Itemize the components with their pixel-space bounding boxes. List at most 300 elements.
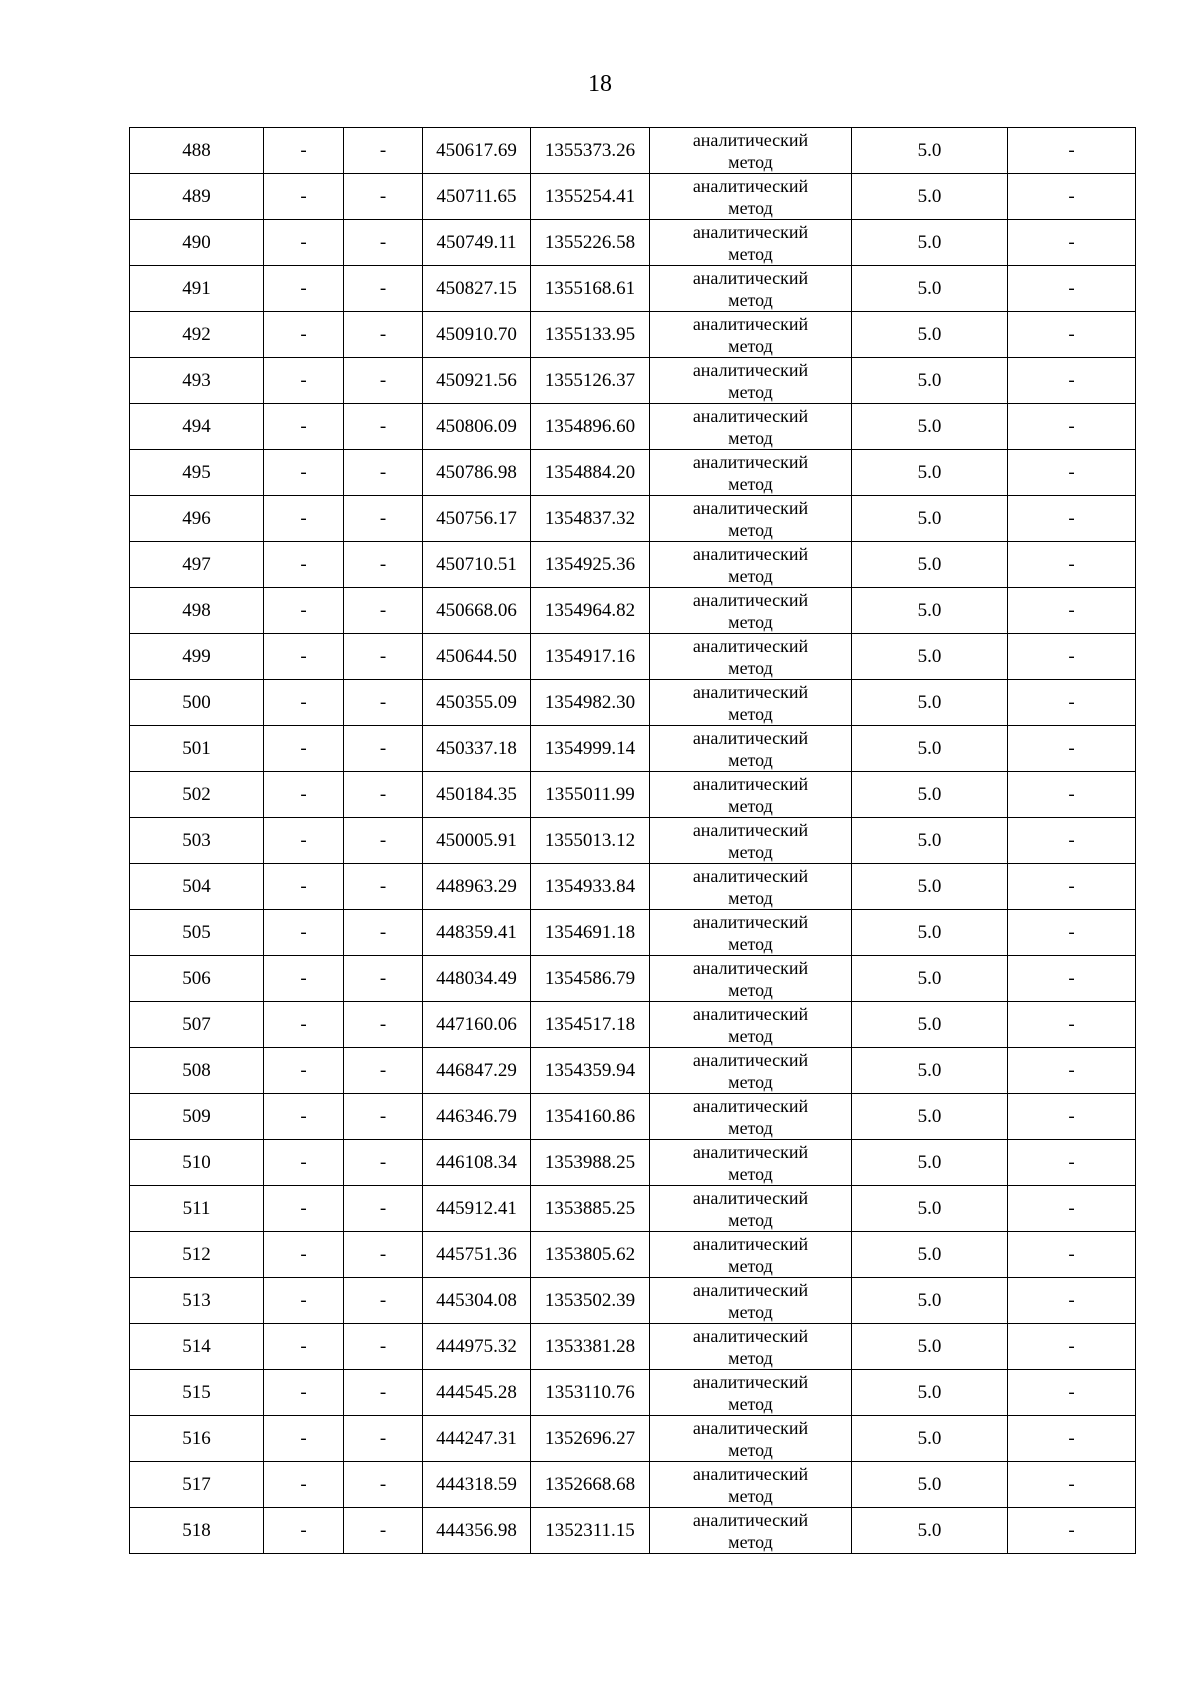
column-3-cell: -: [344, 266, 423, 312]
x-coordinate-cell: 450355.09: [423, 680, 531, 726]
method-line-2: метод: [728, 703, 773, 724]
y-coordinate-cell: 1354884.20: [531, 450, 650, 496]
coordinates-table: [129, 127, 1136, 1554]
accuracy-cell: 5.0: [852, 1278, 1008, 1324]
y-coordinate-cell: 1355373.26: [531, 128, 650, 174]
x-coordinate-cell: 446847.29: [423, 1048, 531, 1094]
table-row: [130, 1140, 1136, 1186]
method-cell: [650, 1278, 852, 1324]
column-2-cell: -: [264, 1462, 344, 1508]
method-line-1: аналитический: [692, 589, 809, 610]
x-coordinate-cell: 448034.49: [423, 956, 531, 1002]
column-8-cell: -: [1008, 174, 1136, 220]
point-number-cell: 493: [130, 358, 264, 404]
accuracy-cell: 5.0: [852, 358, 1008, 404]
method-line-1: аналитический: [692, 497, 809, 518]
y-coordinate-cell: 1354925.36: [531, 542, 650, 588]
accuracy-cell: 5.0: [852, 312, 1008, 358]
table-row: [130, 128, 1136, 174]
column-3-cell: -: [344, 910, 423, 956]
column-2-cell: -: [264, 312, 344, 358]
y-coordinate-cell: 1354586.79: [531, 956, 650, 1002]
column-2-cell: -: [264, 956, 344, 1002]
point-number-cell: 498: [130, 588, 264, 634]
y-coordinate-cell: 1355168.61: [531, 266, 650, 312]
accuracy-cell: 5.0: [852, 174, 1008, 220]
column-2-cell: -: [264, 1370, 344, 1416]
method-line-1: аналитический: [692, 1509, 809, 1530]
column-8-cell: -: [1008, 496, 1136, 542]
method-line-1: аналитический: [692, 1279, 809, 1300]
column-8-cell: -: [1008, 542, 1136, 588]
method-line-2: метод: [728, 1163, 773, 1184]
x-coordinate-cell: 450910.70: [423, 312, 531, 358]
x-coordinate-cell: 445751.36: [423, 1232, 531, 1278]
accuracy-cell: 5.0: [852, 1140, 1008, 1186]
method-cell: [650, 450, 852, 496]
accuracy-cell: 5.0: [852, 818, 1008, 864]
method-cell: [650, 634, 852, 680]
table-row: [130, 1508, 1136, 1554]
method-line-1: аналитический: [692, 1233, 809, 1254]
method-cell: [650, 220, 852, 266]
column-8-cell: -: [1008, 772, 1136, 818]
y-coordinate-cell: 1355011.99: [531, 772, 650, 818]
accuracy-cell: 5.0: [852, 1508, 1008, 1554]
point-number-cell: 516: [130, 1416, 264, 1462]
column-2-cell: -: [264, 450, 344, 496]
method-line-1: аналитический: [692, 773, 809, 794]
method-line-1: аналитический: [692, 727, 809, 748]
accuracy-cell: 5.0: [852, 864, 1008, 910]
point-number-cell: 513: [130, 1278, 264, 1324]
table-row: [130, 1002, 1136, 1048]
column-8-cell: -: [1008, 956, 1136, 1002]
method-line-2: метод: [728, 427, 773, 448]
method-cell: [650, 1094, 852, 1140]
point-number-cell: 508: [130, 1048, 264, 1094]
y-coordinate-cell: 1355013.12: [531, 818, 650, 864]
table-row: [130, 450, 1136, 496]
method-line-1: аналитический: [692, 1141, 809, 1162]
table-row: [130, 772, 1136, 818]
y-coordinate-cell: 1355126.37: [531, 358, 650, 404]
method-line-1: аналитический: [692, 313, 809, 334]
method-cell: [650, 1462, 852, 1508]
x-coordinate-cell: 450827.15: [423, 266, 531, 312]
method-line-1: аналитический: [692, 1187, 809, 1208]
x-coordinate-cell: 450184.35: [423, 772, 531, 818]
point-number-cell: 489: [130, 174, 264, 220]
method-line-2: метод: [728, 473, 773, 494]
point-number-cell: 507: [130, 1002, 264, 1048]
method-cell: [650, 542, 852, 588]
y-coordinate-cell: 1353988.25: [531, 1140, 650, 1186]
accuracy-cell: 5.0: [852, 1370, 1008, 1416]
column-3-cell: -: [344, 312, 423, 358]
method-line-1: аналитический: [692, 911, 809, 932]
method-cell: [650, 1140, 852, 1186]
column-8-cell: -: [1008, 1140, 1136, 1186]
y-coordinate-cell: 1354982.30: [531, 680, 650, 726]
method-cell: [650, 174, 852, 220]
column-3-cell: -: [344, 1186, 423, 1232]
method-line-1: аналитический: [692, 543, 809, 564]
x-coordinate-cell: 450617.69: [423, 128, 531, 174]
column-8-cell: -: [1008, 634, 1136, 680]
column-3-cell: -: [344, 496, 423, 542]
point-number-cell: 502: [130, 772, 264, 818]
page-number: 18: [588, 71, 612, 97]
y-coordinate-cell: 1355226.58: [531, 220, 650, 266]
column-3-cell: -: [344, 1370, 423, 1416]
method-cell: [650, 1002, 852, 1048]
column-3-cell: -: [344, 726, 423, 772]
point-number-cell: 503: [130, 818, 264, 864]
x-coordinate-cell: 450921.56: [423, 358, 531, 404]
column-8-cell: -: [1008, 1048, 1136, 1094]
column-2-cell: -: [264, 772, 344, 818]
table-row: [130, 634, 1136, 680]
column-8-cell: -: [1008, 220, 1136, 266]
point-number-cell: 518: [130, 1508, 264, 1554]
accuracy-cell: 5.0: [852, 634, 1008, 680]
column-3-cell: -: [344, 450, 423, 496]
column-8-cell: -: [1008, 1370, 1136, 1416]
column-3-cell: -: [344, 1508, 423, 1554]
point-number-cell: 512: [130, 1232, 264, 1278]
x-coordinate-cell: 448963.29: [423, 864, 531, 910]
point-number-cell: 490: [130, 220, 264, 266]
method-line-2: метод: [728, 887, 773, 908]
point-number-cell: 488: [130, 128, 264, 174]
x-coordinate-cell: 445912.41: [423, 1186, 531, 1232]
column-2-cell: -: [264, 818, 344, 864]
accuracy-cell: 5.0: [852, 910, 1008, 956]
column-2-cell: -: [264, 1232, 344, 1278]
method-line-2: метод: [728, 335, 773, 356]
column-3-cell: -: [344, 404, 423, 450]
point-number-cell: 492: [130, 312, 264, 358]
column-8-cell: -: [1008, 818, 1136, 864]
column-8-cell: -: [1008, 1278, 1136, 1324]
column-3-cell: -: [344, 680, 423, 726]
y-coordinate-cell: 1352668.68: [531, 1462, 650, 1508]
method-line-2: метод: [728, 795, 773, 816]
column-3-cell: -: [344, 220, 423, 266]
y-coordinate-cell: 1354917.16: [531, 634, 650, 680]
y-coordinate-cell: 1353885.25: [531, 1186, 650, 1232]
column-3-cell: -: [344, 1324, 423, 1370]
column-2-cell: -: [264, 358, 344, 404]
method-line-2: метод: [728, 1117, 773, 1138]
column-2-cell: -: [264, 220, 344, 266]
method-line-2: метод: [728, 933, 773, 954]
y-coordinate-cell: 1354999.14: [531, 726, 650, 772]
method-line-2: метод: [728, 979, 773, 1000]
method-cell: [650, 1232, 852, 1278]
x-coordinate-cell: 450005.91: [423, 818, 531, 864]
method-cell: [650, 1508, 852, 1554]
table-row: [130, 542, 1136, 588]
point-number-cell: 506: [130, 956, 264, 1002]
method-cell: [650, 680, 852, 726]
method-cell: [650, 1370, 852, 1416]
accuracy-cell: 5.0: [852, 956, 1008, 1002]
y-coordinate-cell: 1354837.32: [531, 496, 650, 542]
x-coordinate-cell: 444975.32: [423, 1324, 531, 1370]
table-row: [130, 404, 1136, 450]
column-2-cell: -: [264, 680, 344, 726]
method-cell: [650, 128, 852, 174]
accuracy-cell: 5.0: [852, 542, 1008, 588]
column-2-cell: -: [264, 1278, 344, 1324]
point-number-cell: 505: [130, 910, 264, 956]
x-coordinate-cell: 450711.65: [423, 174, 531, 220]
method-line-2: метод: [728, 289, 773, 310]
method-line-1: аналитический: [692, 451, 809, 472]
x-coordinate-cell: 447160.06: [423, 1002, 531, 1048]
column-8-cell: -: [1008, 404, 1136, 450]
y-coordinate-cell: 1353110.76: [531, 1370, 650, 1416]
method-line-2: метод: [728, 519, 773, 540]
column-3-cell: -: [344, 772, 423, 818]
column-2-cell: -: [264, 1094, 344, 1140]
point-number-cell: 495: [130, 450, 264, 496]
table-row: [130, 588, 1136, 634]
table-row: [130, 358, 1136, 404]
accuracy-cell: 5.0: [852, 1232, 1008, 1278]
x-coordinate-cell: 445304.08: [423, 1278, 531, 1324]
table-row: [130, 1094, 1136, 1140]
x-coordinate-cell: 450756.17: [423, 496, 531, 542]
column-3-cell: -: [344, 588, 423, 634]
point-number-cell: 496: [130, 496, 264, 542]
table-row: [130, 1416, 1136, 1462]
column-8-cell: -: [1008, 266, 1136, 312]
column-2-cell: -: [264, 588, 344, 634]
method-line-1: аналитический: [692, 221, 809, 242]
table-row: [130, 864, 1136, 910]
table-row: [130, 1370, 1136, 1416]
point-number-cell: 500: [130, 680, 264, 726]
column-3-cell: -: [344, 1462, 423, 1508]
method-line-1: аналитический: [692, 1463, 809, 1484]
method-line-1: аналитический: [692, 1095, 809, 1116]
method-line-2: метод: [728, 1255, 773, 1276]
table-row: [130, 1048, 1136, 1094]
column-8-cell: -: [1008, 910, 1136, 956]
column-2-cell: -: [264, 496, 344, 542]
table-row: [130, 1462, 1136, 1508]
table-row: [130, 174, 1136, 220]
column-8-cell: -: [1008, 726, 1136, 772]
point-number-cell: 514: [130, 1324, 264, 1370]
method-line-1: аналитический: [692, 1003, 809, 1024]
column-3-cell: -: [344, 1416, 423, 1462]
y-coordinate-cell: 1355254.41: [531, 174, 650, 220]
y-coordinate-cell: 1352696.27: [531, 1416, 650, 1462]
column-8-cell: -: [1008, 312, 1136, 358]
method-cell: [650, 726, 852, 772]
point-number-cell: 504: [130, 864, 264, 910]
x-coordinate-cell: 450337.18: [423, 726, 531, 772]
x-coordinate-cell: 448359.41: [423, 910, 531, 956]
method-line-1: аналитический: [692, 405, 809, 426]
method-line-1: аналитический: [692, 819, 809, 840]
point-number-cell: 499: [130, 634, 264, 680]
accuracy-cell: 5.0: [852, 1462, 1008, 1508]
accuracy-cell: 5.0: [852, 220, 1008, 266]
x-coordinate-cell: 450668.06: [423, 588, 531, 634]
column-8-cell: -: [1008, 1416, 1136, 1462]
point-number-cell: 510: [130, 1140, 264, 1186]
table-row: [130, 1186, 1136, 1232]
column-3-cell: -: [344, 1232, 423, 1278]
y-coordinate-cell: 1354517.18: [531, 1002, 650, 1048]
point-number-cell: 509: [130, 1094, 264, 1140]
accuracy-cell: 5.0: [852, 404, 1008, 450]
method-line-2: метод: [728, 1209, 773, 1230]
column-3-cell: -: [344, 174, 423, 220]
table-row: [130, 1324, 1136, 1370]
column-2-cell: -: [264, 128, 344, 174]
method-line-2: метод: [728, 1301, 773, 1322]
method-cell: [650, 1048, 852, 1094]
y-coordinate-cell: 1353502.39: [531, 1278, 650, 1324]
accuracy-cell: 5.0: [852, 1186, 1008, 1232]
column-2-cell: -: [264, 1002, 344, 1048]
column-3-cell: -: [344, 864, 423, 910]
x-coordinate-cell: 450749.11: [423, 220, 531, 266]
column-3-cell: -: [344, 1002, 423, 1048]
point-number-cell: 511: [130, 1186, 264, 1232]
column-2-cell: -: [264, 634, 344, 680]
column-2-cell: -: [264, 1186, 344, 1232]
method-line-2: метод: [728, 1439, 773, 1460]
x-coordinate-cell: 444356.98: [423, 1508, 531, 1554]
y-coordinate-cell: 1354933.84: [531, 864, 650, 910]
column-8-cell: -: [1008, 680, 1136, 726]
column-2-cell: -: [264, 404, 344, 450]
method-cell: [650, 864, 852, 910]
x-coordinate-cell: 446346.79: [423, 1094, 531, 1140]
column-3-cell: -: [344, 1094, 423, 1140]
column-8-cell: -: [1008, 1324, 1136, 1370]
column-3-cell: -: [344, 358, 423, 404]
x-coordinate-cell: 444247.31: [423, 1416, 531, 1462]
column-2-cell: -: [264, 1140, 344, 1186]
accuracy-cell: 5.0: [852, 1002, 1008, 1048]
method-cell: [650, 312, 852, 358]
point-number-cell: 494: [130, 404, 264, 450]
table-row: [130, 956, 1136, 1002]
column-8-cell: -: [1008, 588, 1136, 634]
method-cell: [650, 1324, 852, 1370]
method-line-2: метод: [728, 1393, 773, 1414]
column-8-cell: -: [1008, 1232, 1136, 1278]
method-line-1: аналитический: [692, 129, 809, 150]
method-line-1: аналитический: [692, 681, 809, 702]
method-cell: [650, 772, 852, 818]
method-line-1: аналитический: [692, 957, 809, 978]
column-3-cell: -: [344, 128, 423, 174]
method-cell: [650, 266, 852, 312]
point-number-cell: 515: [130, 1370, 264, 1416]
table-row: [130, 680, 1136, 726]
x-coordinate-cell: 444318.59: [423, 1462, 531, 1508]
column-3-cell: -: [344, 1140, 423, 1186]
y-coordinate-cell: 1355133.95: [531, 312, 650, 358]
method-cell: [650, 1416, 852, 1462]
method-line-1: аналитический: [692, 1325, 809, 1346]
column-2-cell: -: [264, 910, 344, 956]
method-line-1: аналитический: [692, 1049, 809, 1070]
method-cell: [650, 358, 852, 404]
column-8-cell: -: [1008, 128, 1136, 174]
column-3-cell: -: [344, 818, 423, 864]
coordinates-table-body: [130, 128, 1136, 1554]
column-3-cell: -: [344, 1278, 423, 1324]
point-number-cell: 491: [130, 266, 264, 312]
y-coordinate-cell: 1352311.15: [531, 1508, 650, 1554]
method-cell: [650, 404, 852, 450]
accuracy-cell: 5.0: [852, 726, 1008, 772]
column-3-cell: -: [344, 956, 423, 1002]
y-coordinate-cell: 1354691.18: [531, 910, 650, 956]
method-line-2: метод: [728, 565, 773, 586]
x-coordinate-cell: 450644.50: [423, 634, 531, 680]
column-3-cell: -: [344, 1048, 423, 1094]
y-coordinate-cell: 1353381.28: [531, 1324, 650, 1370]
column-2-cell: -: [264, 266, 344, 312]
column-8-cell: -: [1008, 864, 1136, 910]
accuracy-cell: 5.0: [852, 588, 1008, 634]
accuracy-cell: 5.0: [852, 450, 1008, 496]
method-line-2: метод: [728, 1531, 773, 1552]
table-row: [130, 266, 1136, 312]
method-line-1: аналитический: [692, 635, 809, 656]
y-coordinate-cell: 1354896.60: [531, 404, 650, 450]
method-cell: [650, 1186, 852, 1232]
x-coordinate-cell: 450786.98: [423, 450, 531, 496]
accuracy-cell: 5.0: [852, 1416, 1008, 1462]
column-2-cell: -: [264, 726, 344, 772]
method-line-2: метод: [728, 381, 773, 402]
method-line-2: метод: [728, 841, 773, 862]
column-2-cell: -: [264, 1324, 344, 1370]
point-number-cell: 497: [130, 542, 264, 588]
method-line-2: метод: [728, 657, 773, 678]
point-number-cell: 517: [130, 1462, 264, 1508]
accuracy-cell: 5.0: [852, 496, 1008, 542]
accuracy-cell: 5.0: [852, 680, 1008, 726]
method-cell: [650, 956, 852, 1002]
y-coordinate-cell: 1354964.82: [531, 588, 650, 634]
column-3-cell: -: [344, 634, 423, 680]
column-2-cell: -: [264, 1416, 344, 1462]
method-line-1: аналитический: [692, 175, 809, 196]
table-row: [130, 1278, 1136, 1324]
table-row: [130, 220, 1136, 266]
accuracy-cell: 5.0: [852, 1324, 1008, 1370]
y-coordinate-cell: 1354359.94: [531, 1048, 650, 1094]
table-row: [130, 910, 1136, 956]
method-line-2: метод: [728, 243, 773, 264]
column-8-cell: -: [1008, 1462, 1136, 1508]
x-coordinate-cell: 450710.51: [423, 542, 531, 588]
column-8-cell: -: [1008, 1002, 1136, 1048]
